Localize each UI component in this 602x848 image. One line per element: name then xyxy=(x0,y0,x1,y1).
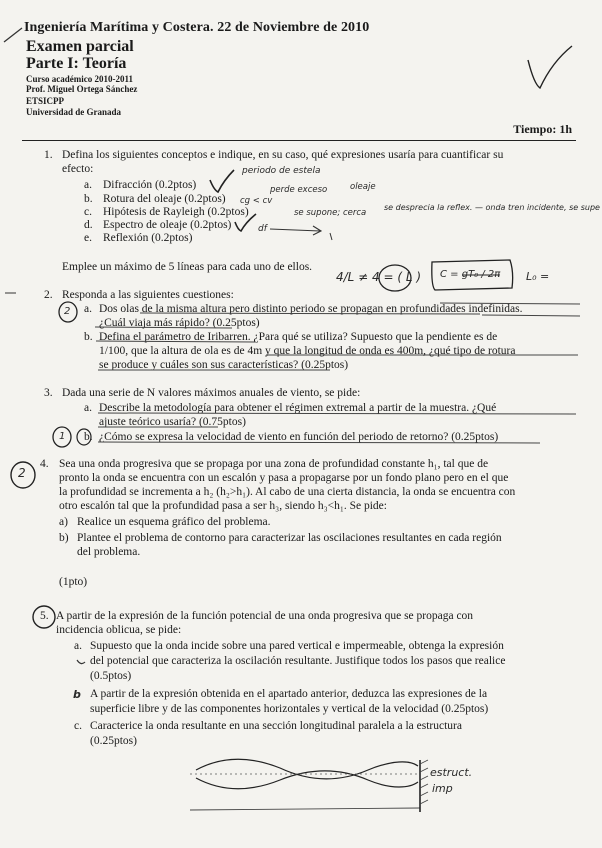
q1-line1: Defina los siguientes conceptos e indique, en su caso, qué expresiones usaría para cuantificar su xyxy=(62,149,504,161)
q5a-mark xyxy=(77,660,85,664)
q4-points: (1pto) xyxy=(59,576,88,588)
q2-b-line1: Defina el parámetro de Iribarren. ¿Para qué se utiliza? Supuesto que la pendiente es de xyxy=(99,331,498,343)
q4-line2: pronto la onda se encuentra con un escalón y pasa a propagarse por un fondo plano pero en el que xyxy=(59,472,509,484)
q2-b-letter: b. xyxy=(84,331,93,343)
school-name: ETSICPP xyxy=(26,96,65,106)
course-year: Curso académico 2010-2011 xyxy=(26,74,133,84)
q4-line3: la profundidad se incrementa a h₂ (h₂>h₁). Al cabo de una cierta distancia, la onda se encuentra con xyxy=(59,486,516,498)
q5-c-line2: (0.25ptos) xyxy=(90,735,137,747)
q1-item-b: Rotura del oleaje (0.2ptos) xyxy=(103,193,226,205)
hw-estructura: estruct. xyxy=(430,766,473,779)
hw-rotura-b: oleaje xyxy=(350,182,376,192)
q4-number: 4. xyxy=(40,458,49,470)
hw-circle-q3: 1 xyxy=(59,431,66,442)
q3-b-line1: ¿Cómo se expresa la velocidad de viento en función del periodo de retorno? (0.25ptos) xyxy=(99,431,499,443)
q2-b-line2: 1/100, que la altura de ola es de 4m y que la longitud de onda es 400m, ¿qué tipo de rotura xyxy=(99,345,516,357)
exam-part: Parte I: Teoría xyxy=(26,55,127,72)
header-divider xyxy=(22,140,576,141)
university-name: Universidad de Granada xyxy=(26,107,122,117)
q4-b-line2: del problema. xyxy=(77,546,141,558)
q1-item-a-letter: a. xyxy=(84,179,92,191)
hw-q2-formula: C = gT₀ / 2π xyxy=(440,269,501,280)
hw-q2-ratio: 4/L ≠ 4 = ( L ) xyxy=(336,270,422,284)
q2-b-line3: se produce y cuáles son sus características? (0.25ptos) xyxy=(99,359,349,371)
espectro-arrow-icon xyxy=(270,226,321,235)
q4-line4: otro escalón tal que la profundidad pasa a ser h₃, siendo h₃<h₁. Se pide: xyxy=(59,500,387,512)
q1-item-e: Reflexión (0.2ptos) xyxy=(103,232,193,244)
q3-b-letter: b. xyxy=(84,431,93,443)
q2-intro: Responda a las siguientes cuestiones: xyxy=(62,289,234,301)
q1-item-b-letter: b. xyxy=(84,193,93,205)
q5-c-letter: c. xyxy=(74,720,82,732)
wave-sketch xyxy=(196,759,418,779)
big-check-icon xyxy=(528,46,572,88)
q1-note: Emplee un máximo de 5 líneas para cada uno de ellos. xyxy=(62,261,313,273)
exam-time: Tiempo: 1h xyxy=(513,122,572,136)
hw-espectro: df xyxy=(258,224,267,234)
q5-line2: incidencia oblicua, se pide: xyxy=(56,624,182,636)
q5-a-line3: (0.5ptos) xyxy=(90,670,132,682)
check-difraccion-icon xyxy=(210,170,234,192)
q1-item-c: Hipótesis de Rayleigh (0.2ptos) xyxy=(103,206,249,218)
q2-a-line1: Dos olas de la misma altura pero distinto periodo se propagan en profundidades indefinidas. xyxy=(99,303,523,315)
q5-a-line1: Supuesto que la onda incide sobre una pared vertical e impermeable, obtenga la expresión xyxy=(90,640,504,652)
hw-mark-b-q5: b xyxy=(73,688,81,701)
exam-type: Examen parcial xyxy=(26,38,134,55)
hw-rayleigh-b: se desprecia la reflex. — onda tren incidente, se supe xyxy=(384,203,600,212)
q2-number: 2. xyxy=(44,289,53,301)
q5-c-line1: Caracterice la onda resultante en una sección longitudinal paralela a la estructura xyxy=(90,720,462,732)
q3-a-line1: Describe la metodología para obtener el régimen extremal a partir de la muestra. ¿Qué xyxy=(99,402,497,414)
hw-rotura-a: perde exceso xyxy=(270,185,328,195)
q3-number: 3. xyxy=(44,387,53,399)
espectro-tick xyxy=(330,233,332,240)
q5-b-line1: A partir de la expresión obtenida en el apartado anterior, deduzca las expresiones de la xyxy=(90,688,488,700)
q3-a-letter: a. xyxy=(84,402,92,414)
professor-name: Prof. Miguel Ortega Sánchez xyxy=(26,84,138,94)
q1-item-d: Espectro de oleaje (0.2ptos) xyxy=(103,219,232,231)
q4-line1: Sea una onda progresiva que se propaga por una zona de profundidad constante h₁, tal que de xyxy=(59,458,489,470)
hw-imp: imp xyxy=(432,782,453,795)
q1-item-e-letter: e. xyxy=(84,232,92,244)
q4-b-letter: b) xyxy=(59,532,69,544)
hw-circle-q4: 2 xyxy=(18,466,26,480)
bottom-line xyxy=(190,808,420,810)
exam-title: Ingeniería Marítima y Costera. 22 de Noviembre de 2010 xyxy=(24,20,370,35)
q2-a-line2: ¿Cuál viaja más rápido? (0.25ptos) xyxy=(99,317,260,329)
q1-line2: efecto: xyxy=(62,163,94,175)
hw-difraccion: periodo de estela xyxy=(242,166,321,176)
wave-sketch-2 xyxy=(196,771,418,789)
q3-intro: Dada una serie de N valores máximos anuales de viento, se pide: xyxy=(62,387,361,399)
q1-item-c-letter: c. xyxy=(84,206,92,218)
wall-hatch xyxy=(420,760,428,804)
q2-a-letter: a. xyxy=(84,303,92,315)
q1-item-d-letter: d. xyxy=(84,219,93,231)
q1-item-a: Difracción (0.2ptos) xyxy=(103,179,197,191)
hw-q2-l0: L₀ = xyxy=(526,270,550,283)
q5-line1: A partir de la expresión de la función potencial de una onda progresiva que se propaga con xyxy=(56,610,474,622)
corner-scratch xyxy=(4,28,22,42)
hw-rayleigh-a: se supone; cerca xyxy=(294,208,367,218)
q5-a-line2: del potencial que caracteriza la oscilación resultante. Justifique todos los pasos que realice xyxy=(90,655,506,667)
q3-a-line2: ajuste teórico usaría? (0.75ptos) xyxy=(99,416,246,428)
q4-b-line1: Plantee el problema de contorno para caracterizar las oscilaciones resultantes en cada región xyxy=(77,532,502,544)
q4-a-letter: a) xyxy=(59,516,68,528)
hw-circle-q2: 2 xyxy=(64,306,71,317)
q5-b-line2: superficie libre y de las componentes horizontales y vertical de la velocidad (0.25ptos) xyxy=(90,703,489,715)
q5-a-letter: a. xyxy=(74,640,82,652)
q4-a-text: Realice un esquema gráfico del problema. xyxy=(77,516,271,528)
q5-number: 5. xyxy=(40,610,49,622)
hw-rotura-c: cg < cv xyxy=(240,196,273,206)
q1-number: 1. xyxy=(44,149,53,161)
